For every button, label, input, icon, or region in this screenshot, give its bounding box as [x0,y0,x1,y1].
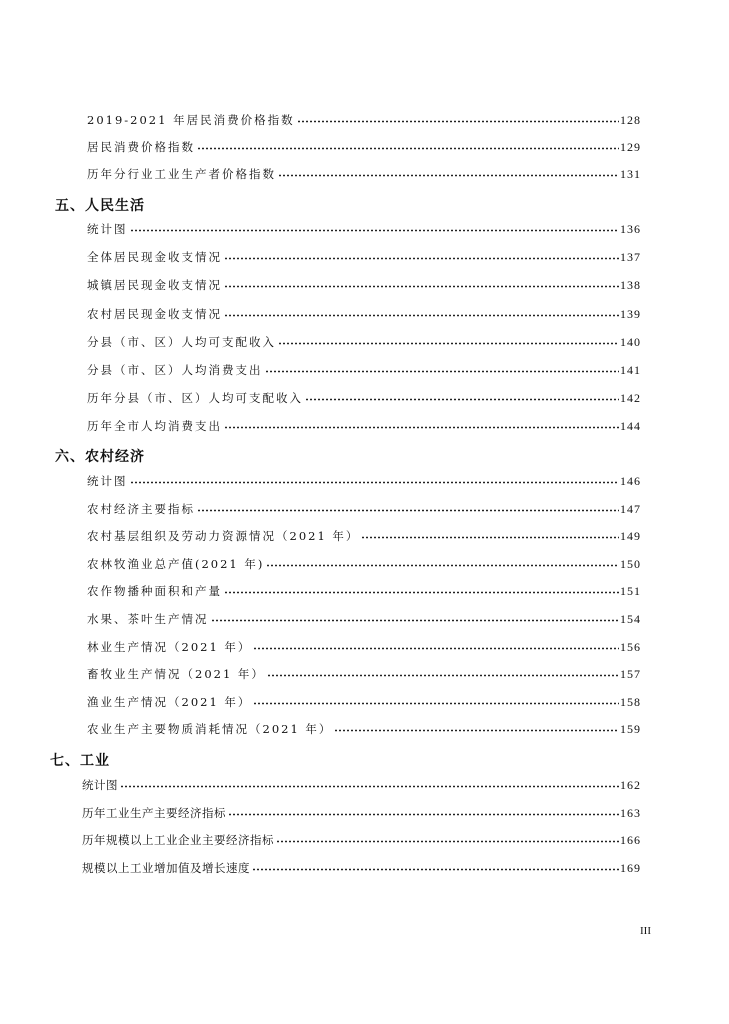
dot-leader [130,481,620,484]
toc-entry-title: 渔业生产情况（2021 年） [87,694,252,709]
dot-leader [120,785,619,788]
toc-entry-page: 151 [620,584,641,599]
toc-entry-page: 156 [620,639,641,654]
section-heading: 七、工业 [50,753,110,769]
toc-entry-page: 169 [620,861,641,876]
toc-entry-title: 居民消费价格指数 [87,140,195,154]
toc-entry[interactable] [82,801,641,821]
dot-leader [361,536,619,539]
toc-entry-page: 136 [620,222,641,236]
toc-entry-page: 141 [620,363,641,377]
dot-leader [334,729,619,732]
toc-entry[interactable] [87,302,641,322]
dot-leader [130,229,620,232]
dot-leader [297,120,619,123]
toc-entry[interactable] [82,828,641,848]
toc-entry-title: 分县（市、区）人均可支配收入 [87,334,276,349]
toc-entry[interactable] [87,635,641,655]
toc-entry-page: 142 [620,391,641,406]
toc-entry-title: 林业生产情况（2021 年） [87,639,252,654]
toc-entry[interactable] [87,469,641,489]
dot-leader [224,257,619,260]
toc-entry-page: 150 [620,556,641,571]
toc-entry-title: 历年工业生产主要经济指标 [82,805,226,820]
dot-leader [197,509,619,512]
dot-leader [253,702,619,705]
dot-leader [305,398,619,401]
toc-entry-title: 统计图 [87,474,128,488]
toc-entry[interactable] [87,386,641,406]
toc-entry-title: 规模以上工业增加值及增长速度 [82,861,250,876]
toc-entry-page: 128 [620,113,641,127]
dot-leader [266,564,619,567]
toc-entry-title: 历年分县（市、区）人均可支配收入 [87,391,303,406]
toc-entry-title: 历年规模以上工业企业主要经济指标 [82,833,274,848]
toc-entry[interactable] [87,245,641,265]
toc-entry-title: 农林牧渔业总产值(2021 年) [87,556,265,571]
toc-entry[interactable] [87,162,641,182]
toc-entry-page: 139 [620,306,641,321]
toc-entry-page: 159 [620,722,641,737]
toc-entry[interactable] [87,579,641,599]
dot-leader [276,840,619,843]
toc-entry-page: 140 [620,334,641,349]
toc-entry-title: 历年全市人均消费支出 [87,419,222,434]
toc-entry[interactable] [87,273,641,293]
toc-entry-title: 全体居民现金收支情况 [87,250,222,265]
toc-entry-title: 农村居民现金收支情况 [87,306,222,321]
toc-entry-page: 158 [620,694,641,709]
toc-entry-page: 162 [620,778,641,792]
toc-entry-title: 农业生产主要物质消耗情况（2021 年） [87,722,333,737]
toc-entry[interactable] [87,690,641,710]
toc-entry-page: 146 [620,474,641,488]
toc-entry-page: 157 [620,667,641,682]
dot-leader [228,813,619,816]
toc-entry[interactable] [87,552,641,572]
toc-entry-title: 统计图 [87,222,128,236]
toc-entry-title: 水果、茶叶生产情况 [87,612,209,626]
toc-entry[interactable] [87,217,641,237]
toc-entry-page: 149 [620,529,641,544]
dot-leader [211,619,620,622]
dot-leader [278,174,619,177]
toc-entry-page: 144 [620,419,641,434]
toc-entry-title: 城镇居民现金收支情况 [87,278,222,293]
dot-leader [224,285,619,288]
toc-entry[interactable] [87,662,641,682]
dot-leader [267,674,619,677]
toc-entry-page: 129 [620,140,641,154]
dot-leader [197,147,619,150]
toc-entry[interactable] [87,414,641,434]
toc-entry-title: 畜牧业生产情况（2021 年） [87,667,265,682]
toc-entry-page: 138 [620,278,641,293]
toc-entry-title: 分县（市、区）人均消费支出 [87,363,263,377]
dot-leader [224,426,619,429]
toc-entry-page: 163 [620,805,641,820]
toc-entry[interactable] [87,135,641,155]
toc-entry-title: 农村经济主要指标 [87,501,195,516]
toc-entry[interactable] [87,717,641,737]
page-number: III [640,925,651,937]
toc-entry-page: 131 [620,167,641,181]
toc-entry[interactable] [82,856,641,876]
toc-entry[interactable] [87,358,641,378]
toc-entry-title: 2019-2021 年居民消费价格指数 [87,113,295,127]
toc-entry-page: 147 [620,501,641,516]
toc-entry-title: 历年分行业工业生产者价格指数 [87,167,276,181]
toc-entry[interactable] [87,524,641,544]
section-heading: 六、农村经济 [55,449,145,465]
toc-entry-page: 137 [620,250,641,265]
dot-leader [253,647,619,650]
toc-entry[interactable] [87,607,641,627]
toc-entry[interactable] [87,497,641,517]
toc-entry-title: 统计图 [82,778,118,792]
section-heading: 五、人民生活 [55,198,145,214]
dot-leader [224,591,619,594]
toc-entry[interactable] [82,773,641,793]
dot-leader [278,342,619,345]
toc-entry-page: 166 [620,833,641,848]
dot-leader [265,370,620,373]
dot-leader [224,314,619,317]
toc-entry-page: 154 [620,612,641,626]
toc-entry[interactable] [87,330,641,350]
toc-entry[interactable] [87,108,641,128]
toc-entry-title: 农村基层组织及劳动力资源情况（2021 年） [87,529,360,544]
toc-entry-title: 农作物播种面积和产量 [87,584,222,599]
dot-leader [252,868,619,871]
